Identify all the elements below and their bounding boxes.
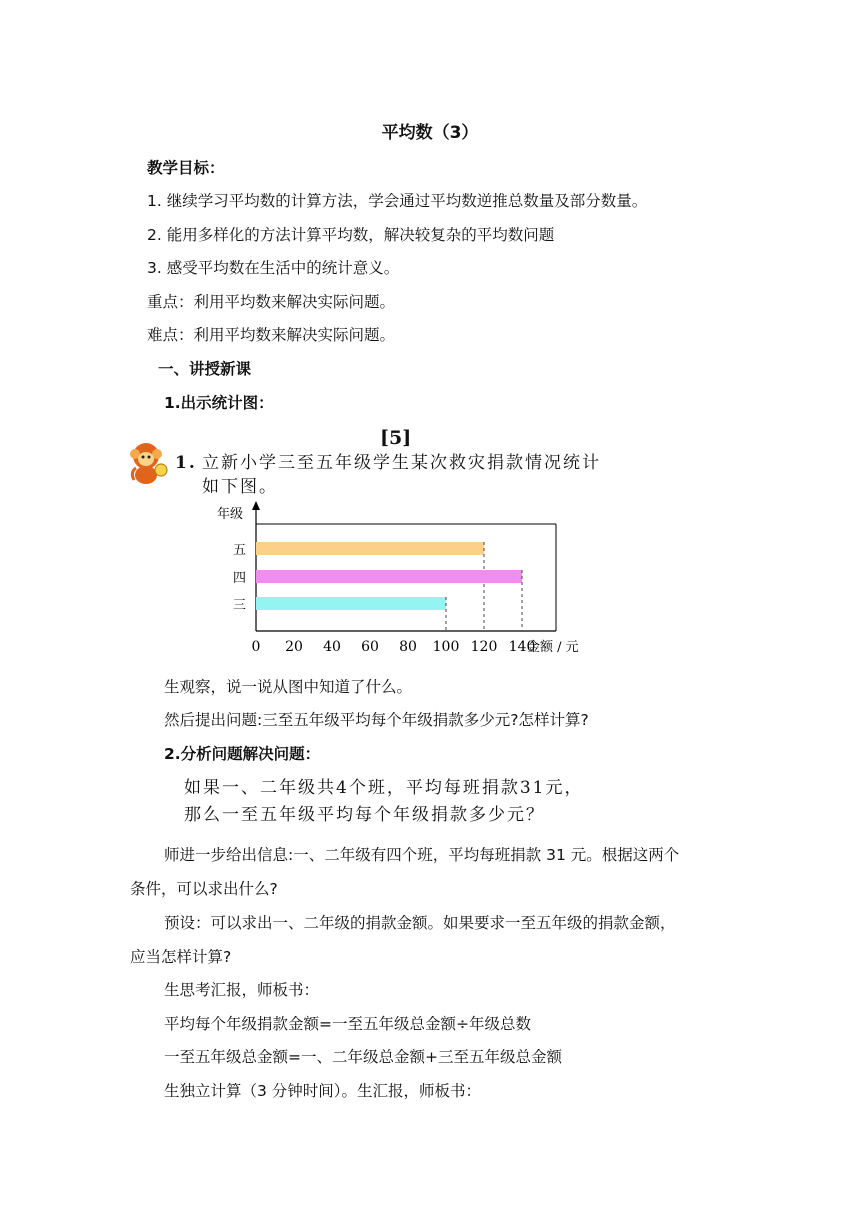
bar-2 — [256, 597, 446, 610]
paragraph-preset-2: 应当怎样计算? — [130, 948, 232, 966]
x-tick-label-4: 80 — [399, 639, 417, 655]
x-tick-label-6: 120 — [470, 639, 498, 655]
x-tick-label-2: 40 — [323, 639, 341, 655]
paragraph-observe: 生观察，说一说从图中知道了什么。 — [164, 678, 413, 696]
donation-bar-chart — [205, 498, 605, 658]
problem-2-line-2: 那么一至五年级平均每个年级捐款多少元？ — [184, 805, 545, 825]
category-label-0: 五 — [233, 543, 247, 558]
objective-3: 3. 感受平均数在生活中的统计意义。 — [147, 259, 400, 277]
bar-0 — [256, 542, 484, 555]
category-label-2: 三 — [233, 598, 247, 613]
y-axis-arrow — [252, 501, 260, 510]
x-tick-label-1: 20 — [285, 639, 303, 655]
x-tick-label-5: 100 — [432, 639, 460, 655]
objectives-heading: 教学目标： — [147, 159, 225, 177]
x-tick-label-0: 0 — [251, 639, 261, 655]
formula-average: 平均每个年级捐款金额=一至五年级总金额÷年级总数 — [164, 1015, 531, 1033]
problem-1-number: 1. — [175, 453, 197, 473]
section-heading-1: 一、讲授新课 — [158, 360, 252, 378]
key-point: 重点：利用平均数来解决实际问题。 — [147, 293, 396, 311]
paragraph-preset-1: 预设：可以求出一、二年级的捐款金额。如果要求一至五年级的捐款金额， — [164, 914, 676, 932]
y-axis-label: 年级 — [217, 507, 244, 522]
step-heading-1: 1.出示统计图： — [164, 394, 274, 412]
paragraph-teacher-info-2: 条件，可以求出什么? — [130, 880, 278, 898]
formula-total: 一至五年级总金额=一、二年级总金额+三至五年级总金额 — [164, 1048, 562, 1066]
paragraph-report: 生思考汇报，师板书： — [164, 981, 320, 999]
objective-1: 1. 继续学习平均数的计算方法，学会通过平均数逆推总数量及部分数量。 — [147, 192, 648, 210]
difficult-point: 难点：利用平均数来解决实际问题。 — [147, 326, 396, 344]
problem-1-line-2: 如下图。 — [202, 477, 278, 497]
category-label-1: 四 — [233, 571, 247, 586]
page-title: 平均数（3） — [381, 123, 479, 143]
paragraph-question: 然后提出问题:三至五年级平均每个年级捐款多少元?怎样计算? — [164, 711, 589, 729]
monkey-mascot-icon — [128, 440, 174, 486]
paragraph-teacher-info-1: 师进一步给出信息:一、二年级有四个班，平均每班捐款 31 元。根据这两个 — [164, 846, 680, 864]
problem-2-line-1: 如果一、二年级共4个班，平均每班捐款31元， — [184, 778, 584, 798]
x-tick-label-7: 140 — [508, 639, 536, 655]
paragraph-calculate: 生独立计算（3 分钟时间）。生汇报，师板书： — [164, 1082, 482, 1100]
problem-1-line-1: 立新小学三至五年级学生某次救灾捐款情况统计 — [202, 453, 601, 473]
step-heading-2: 2.分析问题解决问题： — [164, 745, 321, 763]
x-axis-label: 金额 / 元 — [527, 640, 579, 655]
example-label: [5] — [380, 427, 412, 449]
x-tick-label-3: 60 — [361, 639, 379, 655]
objective-2: 2. 能用多样化的方法计算平均数，解决较复杂的平均数问题 — [147, 226, 555, 244]
bar-1 — [256, 570, 522, 583]
